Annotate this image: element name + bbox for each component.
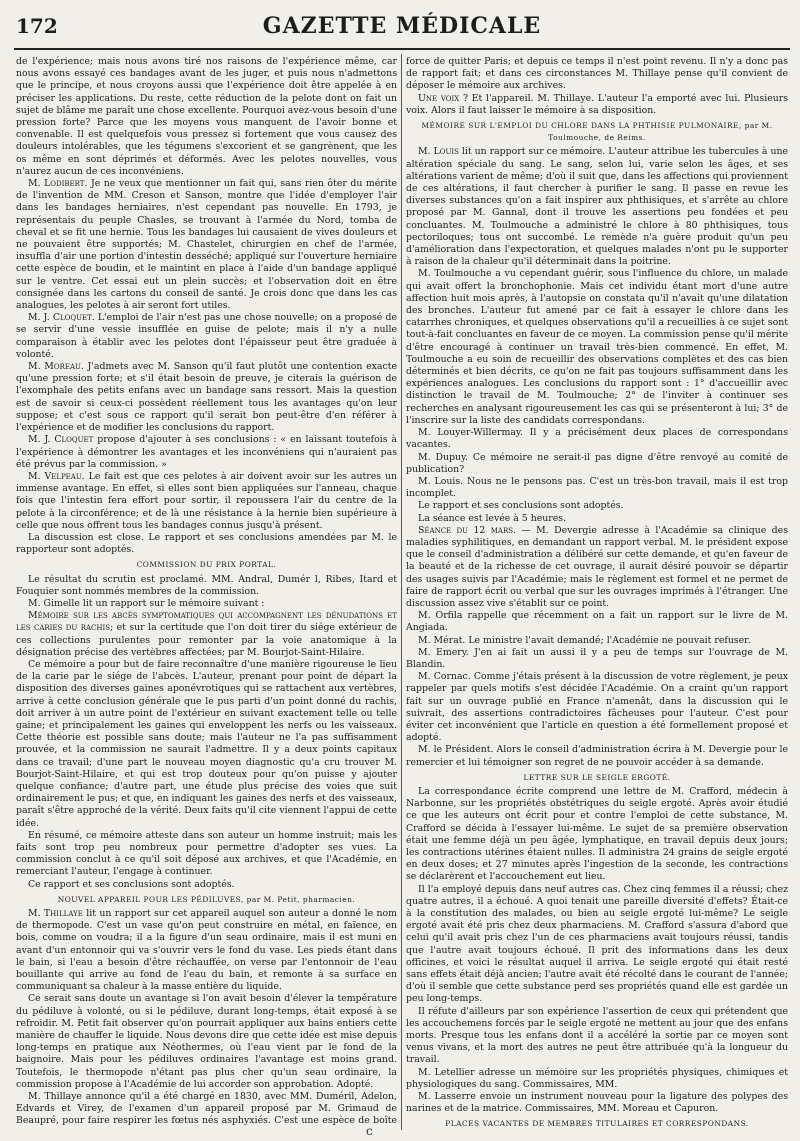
- paragraph: Il réfute d'ailleurs par son expérience l'assertion de ceux qui prétendent que les accouchemens forcés par le seigle ergoté ne mettent au jour que des enfans morts. Presque tous les enfans dont il a accéléré la sortie par ce moyen sont venus vivans, et la mort des autres ne peut être attribuée qu'à la longueur du travail.: [406, 1005, 788, 1066]
- memoir-title: Mémoire sur les abcès symptomatiques qui accompagnent les dénudations et les caries du rachis;: [16, 610, 397, 634]
- paragraph: M. le Président. Alors le conseil d'administration écrira à M. Devergie pour le remercier et lui témoigner son regret de ne pouvoir accéder à sa demande.: [406, 744, 788, 768]
- speaker-name: M. Lodibert.: [28, 178, 88, 190]
- page-header: [14, 12, 790, 46]
- footer-mark: c: [366, 1124, 373, 1138]
- paragraph: Ce rapport et ses conclusions sont adoptés.: [28, 878, 235, 890]
- paragraph: M. Emery. J'en ai fait un aussi il y a peu de temps sur l'ouvrage de M. Blandin.: [406, 646, 788, 670]
- paragraph: [16, 908, 397, 993]
- speaker-name: M. Thillaye: [28, 908, 83, 920]
- paragraph-text: et sur la certitude que l'on doit tirer du siége extérieur de ces collections purulentes pour remonter par la voie anatomique à la désignation précise des vertèbres affectées; par M. Bourjot-Saint-Hilaire.: [16, 622, 397, 658]
- section-heading: LETTRE SUR LE SEIGLE ERGOTÉ.: [523, 772, 671, 782]
- paragraph-text: ? Et l'appareil. M. Thillaye. L'auteur l'a emporté avec lui. Plusieurs voix. Alors il faut laisser le mémoire à sa disposition.: [406, 92, 788, 116]
- column-divider: [401, 54, 402, 1130]
- paragraph: M. Gimelle lit un rapport sur le mémoire suivant :: [28, 597, 265, 609]
- paragraph: M. Lasserre envoie un instrument nouveau pour la ligature des polypes des narines et de la matrice. Commissaires, MM. Moreau et Capuron.: [406, 1091, 788, 1115]
- paragraph-text: Je ne veux que mentionner un fait qui, sans rien ôter du mérite de l'invention de MM. Creson et Sanson, montre que l'idée d'employer l'air dans les bandages herniaires, n'est cependant pas nouvelle. En 1793, je représentais du peuple Chasles, se trouvant à l'armée du Nord, tomba de cheval et se fit une hernie. Tous les bandages lui causaient de vives douleurs et ne pouvaient être supportés; M. Chastelet, chirurgien en chef de l'armée, insuffla d'air une portion d'intestin desséché; appliqué sur l'ouverture herniaire cette espèce de boudin, et le maintint en place à l'aide d'un bandage appliqué sur le ventre. Cet essai eut un plein succès; et l'observation doit en être consignée dans les cartons du conseil de santé. Je crois donc que dans les cas analogues, les pelotes à air seront fort utiles.: [16, 178, 397, 312]
- paragraph-text: J'admets avec M. Sanson qu'il faut plutôt une contention exacte qu'une pression forte; et s'il était besoin de preuve, je citerais la guérison de l'exomphale des petits enfans avec un bandage sans ressort. Mais la question est de savoir si ceux-ci possèdent réellement tous les avantages qu'on leur suppose; et c'est sous ce rapport qu'il serait bon peut-être d'en référer à l'expérience et de modifier les conclusions du rapport.: [16, 361, 397, 434]
- session-heading: Séance du 12 mars.: [418, 524, 517, 536]
- paragraph: Il l'a employé depuis dans neuf autres cas. Chez cinq femmes il a réussi; chez quatre autres, il a échoué. A quoi tenait une pareille diversité d'effets? Était-ce à la constitution des malades, ou bien au seigle ergoté lui-même? Le seigle ergoté avait été pris chez deux pharmaciens. M. Crafford s'assura d'abord que celui qu'il avait pris chez l'un de ces pharmaciens avait toujours réussi, tandis que l'autre avait toujours échoué. Il prit des informations dans les deux officines, et voici le résultat auquel il arriva. Le seigle ergoté qui était resté sans effets était déjà ancien; l'autre avait été récolté dans le courant de l'année; d'où il semble que cette substance perd ses propriétés quand elle est gardée un peu long-temps.: [406, 883, 788, 1005]
- paragraph: [16, 178, 397, 312]
- paragraph: M. Orfila rappelle que récemment on a fait un rapport sur le livre de M. Angiada.: [406, 610, 788, 634]
- paragraph-text: L'emploi de l'air n'est pas une chose nouvelle; on a proposé de se servir d'une vessie insufflée en guise de pelote; mais il n'y a nulle comparaison à établir avec les pelotes dont l'épaisseur peut être graduée à volonté.: [16, 312, 397, 360]
- paragraph: M. Dupuy. Ce mémoire ne serait-il pas digne d'être renvoyé au comité de publication?: [406, 451, 788, 475]
- speaker-name: M. Moreau.: [28, 361, 84, 373]
- paragraph-text: lit un rapport sur ce mémoire. L'auteur attribue les tubercules à une altération spéciale du sang. Le sang, selon lui, varie selon les âges, et ses altérations varient de même; d'où il suit que, dans les affections qui proviennent de ces altérations, il faut chercher à purifier le sang. Il passe en revue les diverses substances qu'on a fait inspirer aux phthisiques, et s'arrête au chlore proposé par M. Gannal, dont il trouve les assertions peu fondées et peu concluantes. M. Toulmouche a administré le chlore à 80 phthisiques, tous pectoriloques; tous ont succombé. Le remède n'a guère produit qu'un peu d'amélioration dans l'expectoration, et quelques malades n'ont pu le supporter à raison de la chaleur qu'il déterminait dans la poitrine.: [406, 146, 788, 268]
- paragraph: M. Toulmouche a vu cependant guérir, sous l'influence du chlore, un malade qui avait offert la bronchophonie. Mais cet individu étant mort d'une autre affection huit mois après, à l'autopsie on constata qu'il n'avait qu'une dilatation des bronches. L'auteur fut amené par ce fait à essayer le chlore dans les catarrhes chroniques, et quelques observations qu'il a recueillies à ce sujet sont tout-à-fait concluantes en faveur de ce moyen. La commission pense qu'il mérite d'être encouragé à continuer un travail très-bien commencé. En effet, M. Toulmouche a eu soin de recueillir des observations complètes et des cas bien déterminés et bien décrits, ce qu'on ne fait pas toujours suffisamment dans les expériences analogues. Les conclusions du rapport sont : 1° d'accueillir avec distinction le travail de M. Toulmouche; 2° de l'inviter à continuer ses recherches en analysant rigoureusement les cas qui se présenteront à lui; 3° de l'inscrire sur la liste des candidats correspondans.: [406, 268, 788, 426]
- section-heading: PLACES VACANTES DE MEMBRES TITULAIRES ET CORRESPONDANS.: [445, 1119, 749, 1128]
- paragraph: [16, 610, 397, 659]
- speaker-name: M. Louis: [418, 146, 459, 158]
- paragraph: Ce mémoire a pour but de faire reconnaître d'une manière rigoureuse le lieu de la carie par le siége de l'abcès. L'auteur, prenant pour point de départ la disposition des diverses gaines aponévrotiques qui se rattachent aux vertèbres, arrive à cette conclusion générale que le pus parti d'un point donné du rachis, doit arriver à un autre point de l'extérieur en suivant exactement telle ou telle gaine; et principalement les gaines qui enveloppent les nerfs ou les vaisseaux. Cette théorie est possible sans doute; mais l'auteur ne l'a pas suffisamment prouvée, et la commission ne saurait l'admettre. Il y a deux points capitaux dans ce travail; d'une part le nouveau moyen diagnostic qu'a cru trouver M. Bourjot-Saint-Hilaire, et qui est trop douteux pour qu'on puisse y ajouter quelque confiance; d'autre part, une étude plus précise des voies que suit ordinairement le pus; et que, en indiquant les gaines des nerfs et des vaisseaux, paraît s'être approché de la vérité. Deux faits qu'il cite viennent l'appui de cette idée.: [16, 658, 397, 829]
- paragraph: Le résultat du scrutin est proclamé. MM. Andral, Dumér l, Ribes, Itard et Fouquier sont nommés membres de la commission.: [16, 573, 397, 597]
- paragraph: M. Thillaye annonce qu'il a été chargé en 1830, avec MM. Duméril, Adelon, Edvards et Virey, de l'examen d'un appareil proposé par M. Grimaud de Beaupré, pour faire respirer les fœtus nés asphyxiés. C'est une espèce de boîte: [16, 1091, 397, 1127]
- speaker-name: Une voix: [418, 92, 460, 104]
- section-heading: MÉMOIRE SUR L'EMPLOI DU CHLORE DANS LA PHTHISIE PULMONAIRE, par M. Toulmouche, de Reims.: [421, 121, 773, 143]
- paragraph: force de quitter Paris; et depuis ce temps il n'est point revenu. Il n'y a donc pas de rapport fait; et dans ces circonstances M. Thillaye pense qu'il convient de déposer le mémoire aux archives.: [406, 56, 788, 92]
- paragraph: [406, 93, 788, 117]
- paragraph: La discussion est close. Le rapport et ses conclusions amendées par M. le rapporteur sont adoptés.: [16, 531, 397, 556]
- page-title: GAZETTE MÉDICALE: [262, 13, 542, 39]
- paragraph: [16, 361, 397, 434]
- paragraph: La correspondance écrite comprend une lettre de M. Crafford, médecin à Narbonne, sur les propriétés obstétriques du seigle ergoté. Après avoir étudié ce que les auteurs ont écrit pour et contre l'emploi de cette substance, M. Crafford se décida à l'essayer lui-même. Le sujet de sa première observation était une femme déjà un peu âgée, lymphatique, en travail depuis deux jours; les contractions utérines étaient nulles. Il administra 24 grains de seigle ergoté en deux doses; et 27 minutes après l'ingestion de la seconde, les contractions se déclarèrent et l'accouchement eut lieu.: [406, 785, 788, 883]
- page-number: 172: [16, 14, 58, 38]
- paragraph: de l'expérience; mais nous avons tiré nos raisons de l'expérience même, car nous avons essayé ces bandages avant de les juger, et puis nous n'admettons que le principe, et nous croyons aussi que l'expérience doit être appelée à en préciser les applications. Du reste, cette réduction de la pelote dont on fait un sujet de blâme me paraît une chose excellente. Pourquoi avez-vous besoin d'une pression forte? Parce que les moyens vous manquent de l'avoir bonne et convenable. Il est quelquefois vous pressez si fortement que vous causez des douleurs intolérables, que les tégumens s'excorient et se gangrènent, que les os même en sont déprimés et déformés. Avec les pelotes nouvelles, vous n'aurez aucun de ces inconvéniens.: [16, 56, 397, 177]
- section-heading: COMMISSION DU PRIX PORTAL.: [136, 560, 277, 570]
- paragraph: M. Cornac. Comme j'étais présent à la discussion de votre règlement, je peux rappeler par quels motifs s'est décidée l'Académie. On a craint qu'un rapport fait sur un ouvrage publié en France n'amenât, dans la discussion qui le suivrait, des assertions contradictoires fâcheuses pour l'auteur. C'est pour éviter cet inconvénient que l'article en question a été formellement proposé et adopté.: [406, 671, 788, 744]
- paragraph-text: Le fait est que ces pelotes à air doivent avoir sur les autres un immense avantage. En effet, si elles sont bien appliquées sur l'anneau, chaque fois que l'intestin fera effort pour sortir, il repoussera l'air du centre de la pelote à la circonférence; et de là une résistance à la hernie bien supérieure à celle que nous offrent tous les bandages connus jusqu'à présent.: [16, 470, 397, 531]
- right-column: [406, 56, 788, 1128]
- left-column: [16, 56, 397, 1128]
- paragraph-text: — M. Devergie adresse à l'Académie sa clinique des maladies syphilitiques, en demandant un rapport verbal. M. le président expose que le conseil d'administration a délibéré sur cette demande, et qu'en faveur de la beauté et de la richesse de cet ouvrage, il aurait désiré pouvoir se départir des usages suivis par l'Académie; mais le règlement est formel et ne permet de faire de rapport écrit ou verbal que sur les ouvrages imprimés à l'étranger. Une discussion assez vive s'établit sur ce point.: [406, 524, 788, 609]
- paragraph: [406, 146, 788, 268]
- paragraph: Le rapport et ses conclusions sont adoptés.: [418, 500, 624, 512]
- paragraph: La séance est levée à 5 heures.: [418, 512, 567, 524]
- paragraph: [16, 312, 397, 361]
- paragraph: M. Louis. Nous ne le pensons pas. C'est un très-bon travail, mais il est trop incomplet.: [406, 475, 788, 500]
- paragraph: [16, 434, 397, 471]
- paragraph-text: lit un rapport sur cet appareil auquel son auteur a donné le nom de thermopode. C'est un vase qu'on peut construire en métal, en faïence, en bois, comme on voudra; il a la figure d'un seau ordinaire, mais il est muni en avant d'un entonnoir qui va s'ouvrir vers le fond du vase. Les pieds étant dans le bain, si l'eau a besoin d'être réchauffée, on verse par l'entonnoir de l'eau bouillante qui arrive au fond de l'eau du bain, et remonte à sa surface en communiquant sa chaleur à la masse entière du liquide.: [16, 908, 397, 993]
- header-rule: [14, 48, 790, 50]
- speaker-name: M. Velpeau.: [28, 470, 85, 482]
- paragraph: M. Mérat. Le ministre l'avait demandé; l'Académie ne pouvait refuser.: [418, 634, 751, 646]
- paragraph: En résumé, ce mémoire atteste dans son auteur un homme instruit; mais les faits sont trop peu nombreux pour permettre d'adopter ses vues. La commission conclut à ce qu'il soit déposé aux archives, et que l'Académie, en remerciant l'auteur, l'engage à continuer.: [16, 829, 397, 878]
- paragraph-text: propose d'ajouter à ses conclusions : « en laissant toutefois à l'expérience à démontrer les avantages et les inconvéniens qui n'auraient pas été prévus par la commission. »: [16, 434, 397, 470]
- section-heading: NOUVEL APPAREIL POUR LES PÉDILUVES, par M. Petit, pharmacien.: [57, 894, 356, 904]
- paragraph: Ce serait sans doute un avantage si l'on avait besoin d'élever la température du pédiluve à volonté, ou si le pédiluve, durant long-temps, était exposé à se refroidir. M. Petit fait observer qu'on pourrait appliquer aux bains entiers cette manière de chauffer le liquide. Nous devons dire que cette idée est mise depuis long-temps en pratique aux Néothermes, où l'eau vient par le fond de la baignoire. Mais pour les pédiluves ordinaires l'avantage est moins grand. Toutefois, le thermopode n'étant pas plus cher qu'un seau ordinaire, la commission propose à l'Académie de lui accorder son approbation. Adopté.: [16, 993, 397, 1090]
- paragraph: [406, 525, 788, 610]
- speaker-name: M. J. Cloquet.: [28, 312, 95, 324]
- paragraph: M. Louyer-Willermay. Il y a précisément deux places de correspondans vacantes.: [406, 427, 788, 451]
- paragraph: M. Letellier adresse un mémoire sur les propriétés physiques, chimiques et physiologiques du sang. Commissaires, MM.: [406, 1066, 788, 1090]
- paragraph: [16, 471, 397, 532]
- speaker-name: M. J. Cloquet: [28, 434, 94, 446]
